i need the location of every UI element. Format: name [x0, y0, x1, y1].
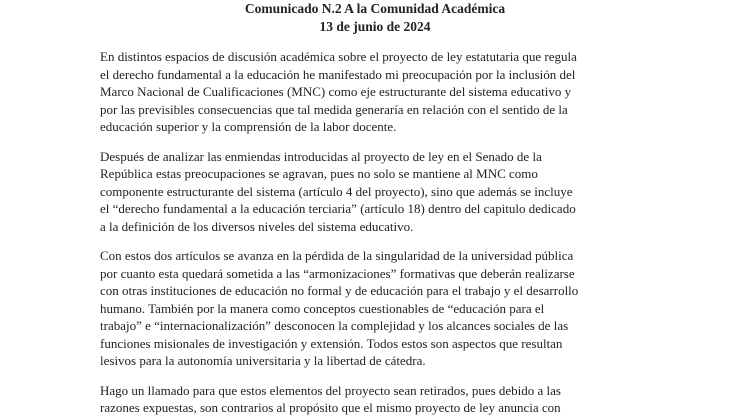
text-line: Después de analizar las enmiendas introducidas al proyecto de ley en el Senado de la	[100, 148, 542, 164]
text-line: Marco Nacional de Cualificaciones (MNC) como eje estructurante del sistema educativo y	[100, 84, 572, 99]
document-body	[100, 48, 650, 417]
text-line: por las previsibles consecuencias que tal medida generaría en relación con el sentido de la	[100, 101, 568, 117]
text-line: Hago un llamado para que estos elementos del proyecto sean retirados, pues debido a las	[100, 382, 561, 398]
text-line: Con estos dos artículos se avanza en la pérdida de la singularidad de la universidad pública	[100, 248, 574, 263]
paragraph	[100, 148, 650, 236]
text-line: lesivos para la autonomía universitaria y la libertad de cátedra.	[100, 353, 426, 368]
text-line: el “derecho fundamental a la educación terciaria” (artículo 18) dentro del capitulo dedicado	[100, 201, 576, 216]
paragraph	[100, 382, 650, 417]
document-date: 13 de junio de 2024	[319, 18, 431, 34]
text-line: funciones misionales de investigación y extensión. Todos estos son aspectos que resultan	[100, 335, 563, 351]
text-line: componente estructurante del sistema (artículo 4 del proyecto), sino que además se incluye	[100, 183, 573, 199]
text-line: a la definición de los diversos niveles del sistema educativo.	[100, 218, 414, 234]
text-line: trabajo” e “internacionalización” desconocen la complejidad y los alcances sociales de las	[100, 318, 569, 333]
text-line: En distintos espacios de discusión académica sobre el proyecto de ley estatutaria que regula	[100, 49, 577, 64]
document-title: Comunicado N.2 A la Comunidad Académica	[244, 1, 506, 16]
text-line: con otras instituciones de educación no formal y de educación para el trabajo y el desarrollo	[100, 283, 579, 298]
text-line: humano. También por la manera como conceptos cuestionables de “educación para el	[100, 300, 545, 316]
text-line: razones expuestas, son contrarios al propósito que el mismo proyecto de ley anuncia con	[100, 400, 561, 415]
document-header	[100, 0, 650, 35]
text-line: el derecho fundamental a la educación he manifestado mi preocupación por la inclusión del	[100, 66, 576, 82]
paragraph	[100, 247, 650, 370]
text-line: educación superior y la comprensión de la labor docente.	[100, 119, 397, 134]
paragraph	[100, 48, 650, 136]
text-line: por cuanto esta quedará sometida a las “armonizaciones” formativas que deberán realizarse	[100, 265, 575, 281]
text-line: República estas preocupaciones se agravan, pues no solo se mantiene al MNC como	[100, 166, 538, 181]
